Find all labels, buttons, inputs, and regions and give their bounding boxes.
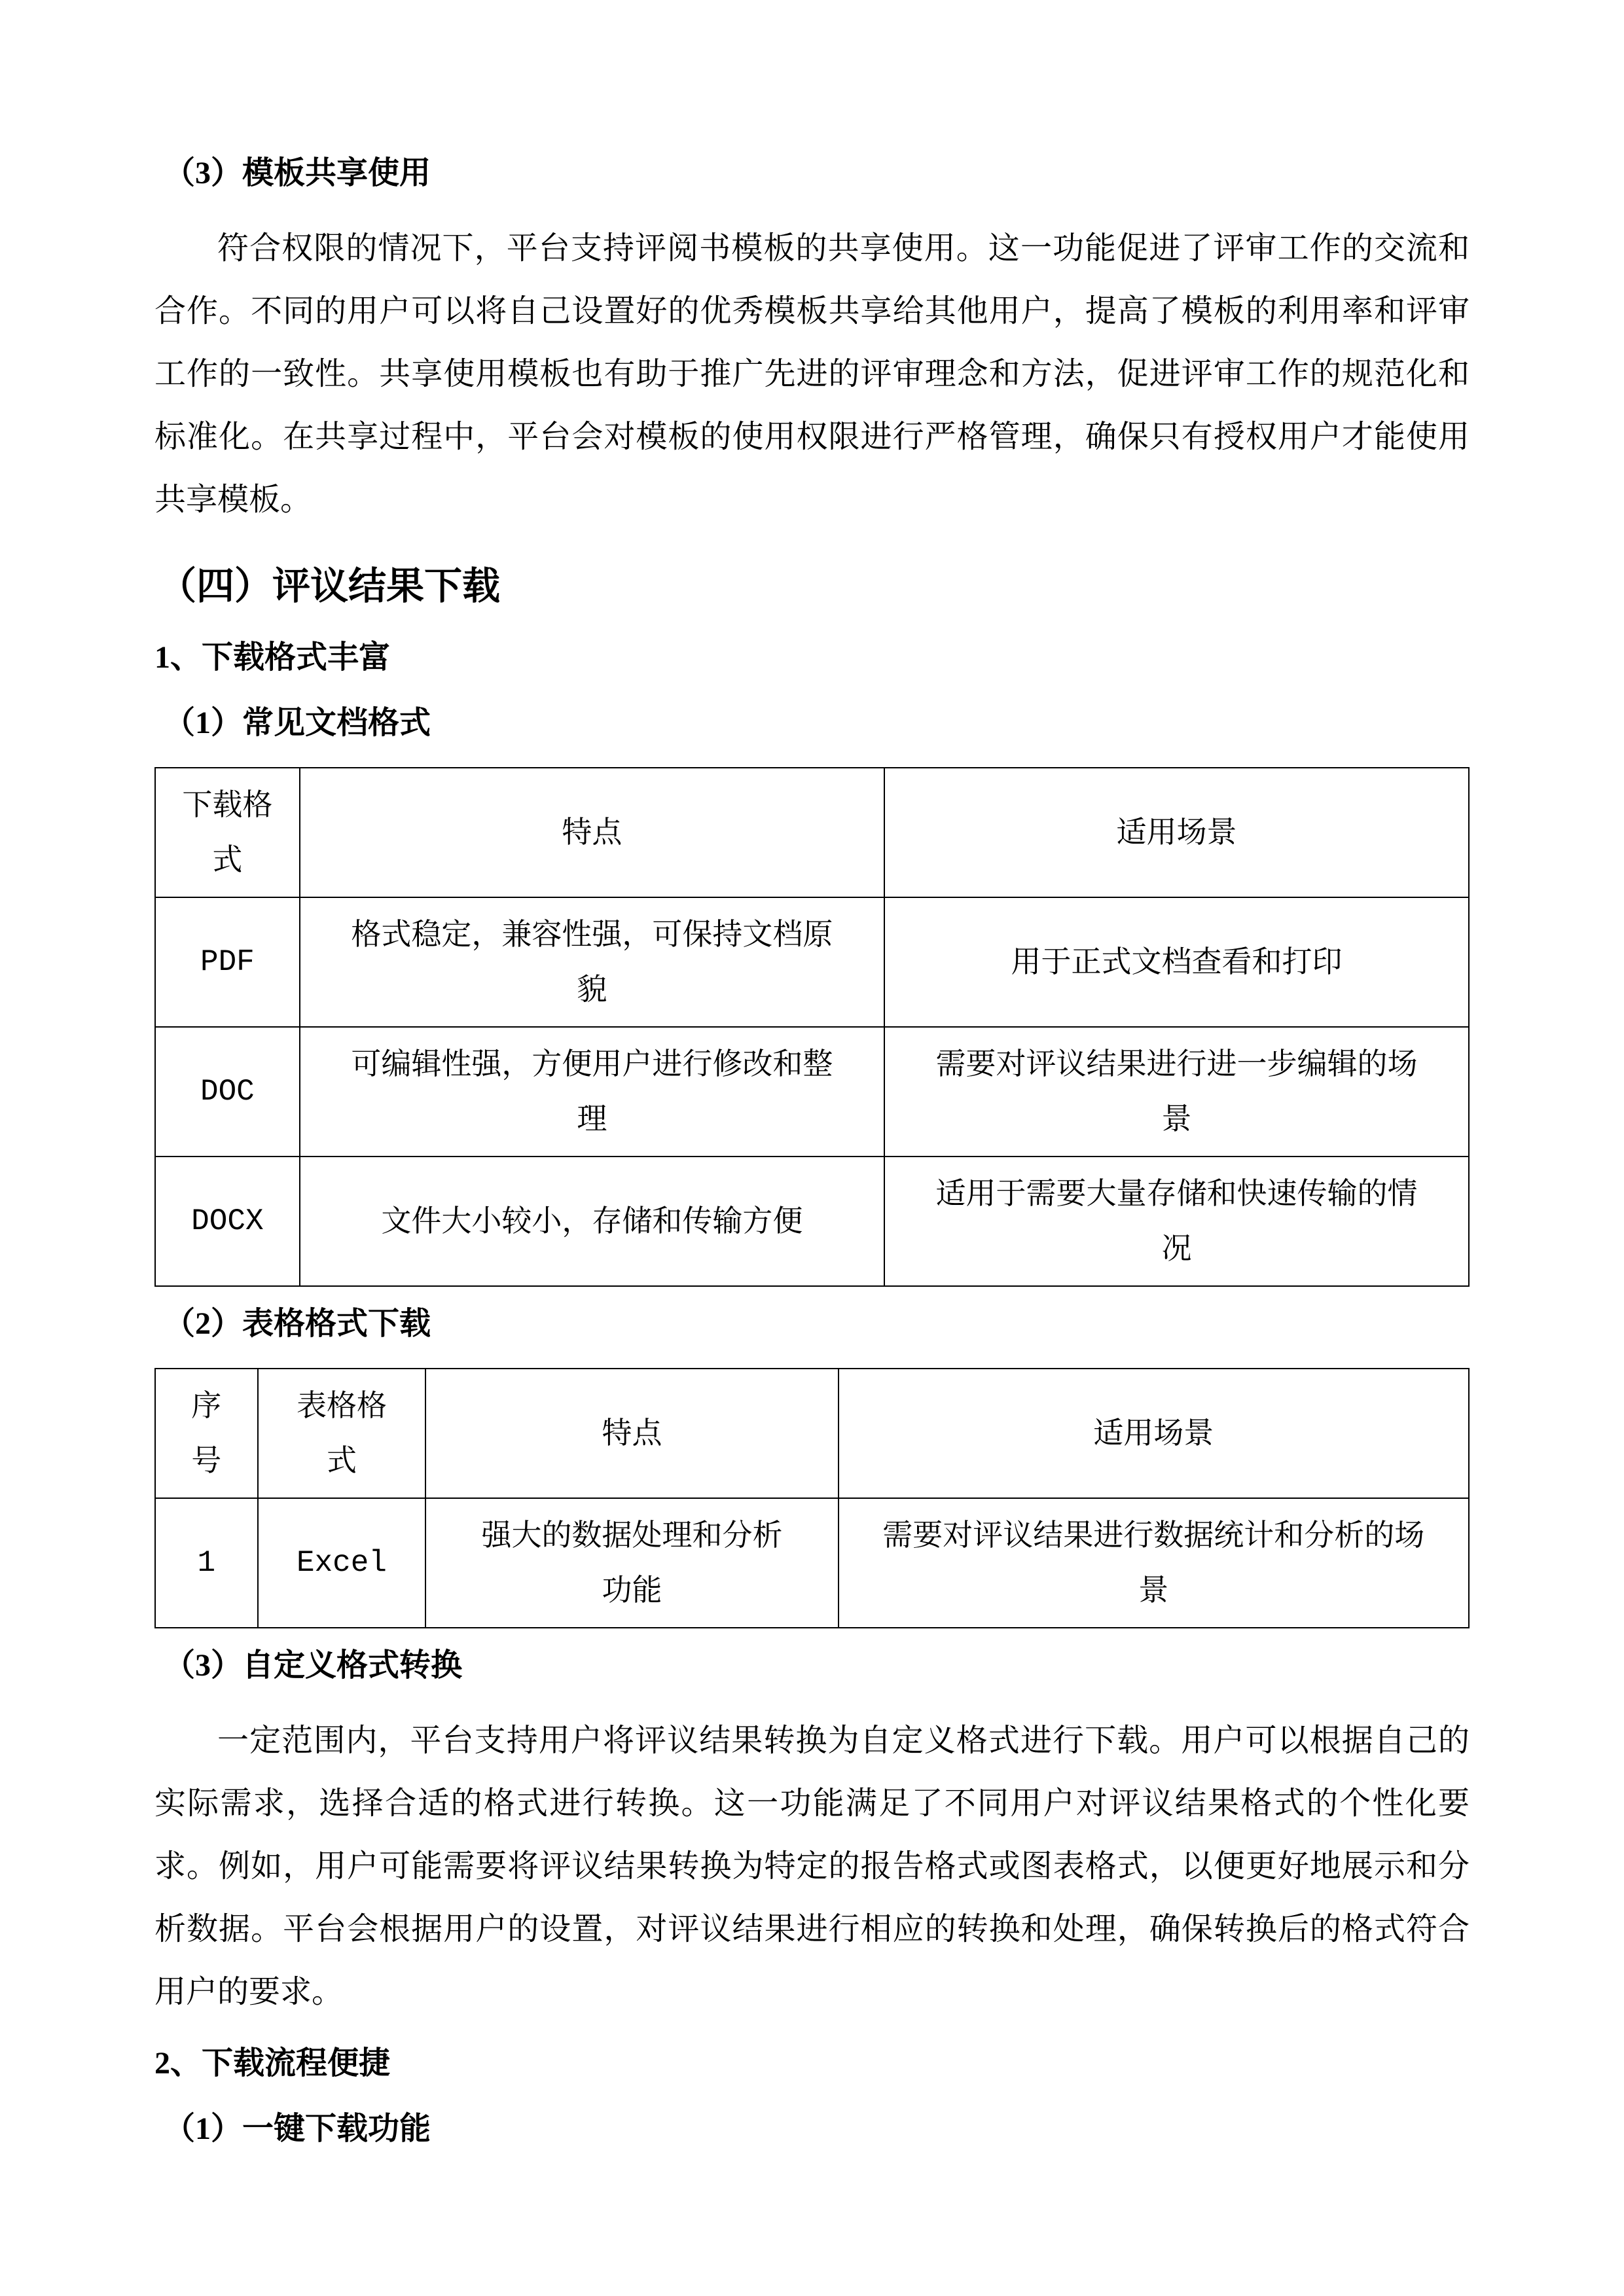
header-cell-download-format: 下载格式 (155, 768, 300, 897)
cell-format-docx: DOCX (155, 1157, 300, 1286)
header-cell-use-case: 适用场景 (884, 768, 1469, 897)
heading-one-click-download: （1）一键下载功能 (164, 2111, 431, 2146)
heading-download-process: 2、下载流程便捷 (154, 2046, 391, 2081)
cell-format-pdf: PDF (155, 897, 300, 1027)
heading-common-doc-formats: （1）常见文档格式 (164, 706, 431, 740)
cell-usecase-excel: 需要对评议结果进行数据统计和分析的场景 (839, 1498, 1469, 1628)
paragraph-custom-format: 一定范围内，平台支持用户将评议结果转换为自定义格式进行下载。用户可以根据自己的实际需求，选择合适的格式进行转换。这一功能满足了不同用户对评议结果格式的个性化要求。例如，用户可能需要将评议结果转换为特定的报告格式或图表格式，以便更好地展示和分析数据。平台会根据用户的设置，对评议结果进行相应的转换和处理，确保转换后的格式符合用户的要求。 (154, 1723, 1470, 2009)
table-sheet-formats-header-row (155, 1369, 1469, 1498)
cell-features-pdf: 格式稳定，兼容性强，可保持文档原貌 (300, 897, 884, 1027)
cell-usecase-pdf: 用于正式文档查看和打印 (884, 897, 1469, 1027)
cell-format-excel: Excel (258, 1498, 426, 1628)
header-cell-sheet-format: 表格格式 (258, 1369, 426, 1498)
heading-section-4-download-results: （四）评议结果下载 (158, 565, 501, 607)
cell-index-1: 1 (155, 1498, 258, 1628)
heading-custom-format: （3）自定义格式转换 (164, 1648, 463, 1683)
heading-table-format-download: （2）表格格式下载 (164, 1306, 431, 1341)
table-sheet-formats (154, 1368, 1470, 1628)
cell-format-doc: DOC (155, 1027, 300, 1157)
cell-features-excel: 强大的数据处理和分析功能 (425, 1498, 838, 1628)
paragraph-template-sharing: 符合权限的情况下，平台支持评阅书模板的共享使用。这一功能促进了评审工作的交流和合作。不同的用户可以将自己设置好的优秀模板共享给其他用户，提高了模板的利用率和评审工作的一致性。共享使用模板也有助于推广先进的评审理念和方法，促进评审工作的规范化和标准化。在共享过程中，平台会对模板的使用权限进行严格管理，确保只有授权用户才能使用共享模板。 (154, 231, 1470, 517)
table-doc-formats-header-row (155, 768, 1469, 897)
table-row-pdf (155, 897, 1469, 1027)
header-cell-index: 序号 (155, 1369, 258, 1498)
cell-usecase-doc: 需要对评议结果进行进一步编辑的场景 (884, 1027, 1469, 1157)
table-row-docx (155, 1157, 1469, 1286)
header-cell-features: 特点 (300, 768, 884, 897)
cell-features-doc: 可编辑性强，方便用户进行修改和整理 (300, 1027, 884, 1157)
header-cell-use-case: 适用场景 (839, 1369, 1469, 1498)
table-doc-formats (154, 767, 1470, 1287)
cell-features-docx: 文件大小较小，存储和传输方便 (300, 1157, 884, 1286)
table-row-doc (155, 1027, 1469, 1157)
heading-template-sharing: （3）模板共享使用 (164, 156, 431, 190)
heading-download-formats: 1、下载格式丰富 (154, 640, 391, 675)
header-cell-features: 特点 (425, 1369, 838, 1498)
cell-usecase-docx: 适用于需要大量存储和快速传输的情况 (884, 1157, 1469, 1286)
table-row-excel (155, 1498, 1469, 1628)
